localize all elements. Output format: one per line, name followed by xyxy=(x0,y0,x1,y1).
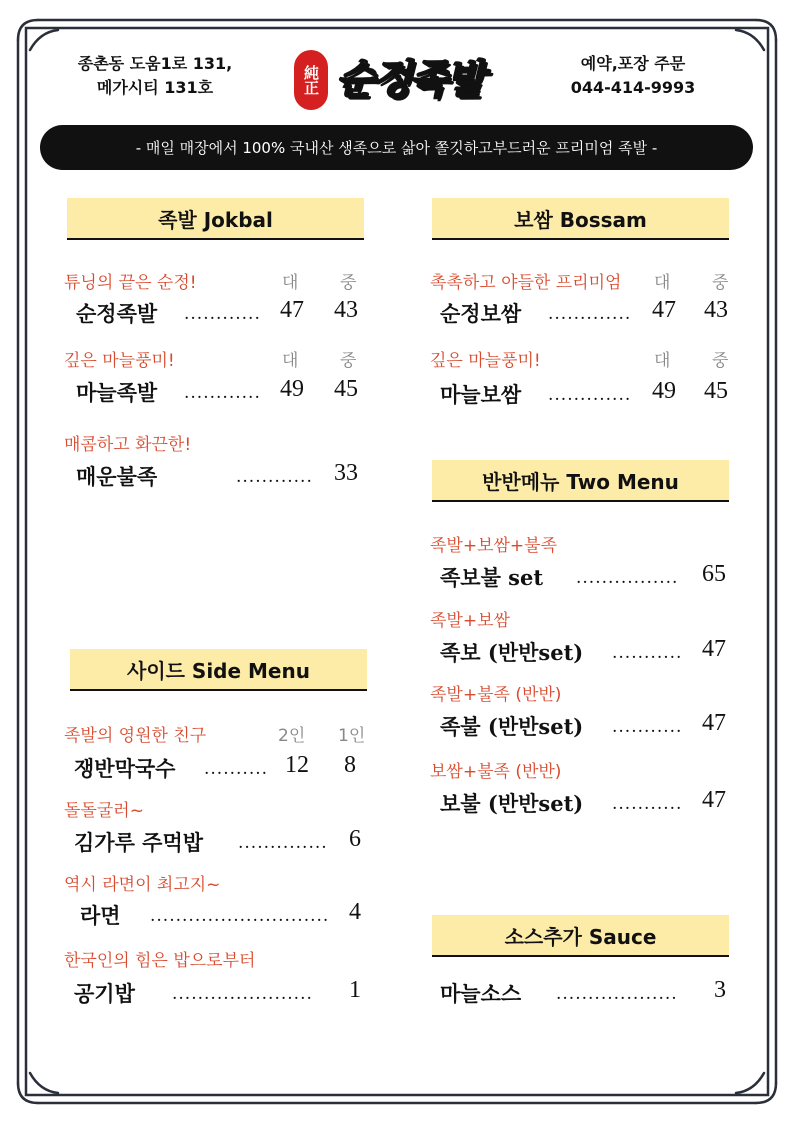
price-medium: 43 xyxy=(334,297,358,323)
size-label-large: 대 xyxy=(654,273,671,293)
price: 6 xyxy=(349,826,361,852)
menu-tag: 족발+보쌈 xyxy=(430,611,510,631)
store-address xyxy=(60,52,250,100)
menu-tag: 촉촉하고 야들한 프리미엄 xyxy=(430,273,622,293)
price-large: 47 xyxy=(280,297,304,323)
menu-item-name: 라면 xyxy=(80,903,121,928)
menu-item-name: 공기밥 xyxy=(74,981,135,1006)
dot-leader: ........... xyxy=(612,717,683,737)
store-contact xyxy=(548,52,718,100)
menu-tag: 깊은 마늘풍미! xyxy=(430,351,541,371)
price: 47 xyxy=(702,636,726,662)
dot-leader: ................ xyxy=(576,568,679,588)
phone-number: 044-414-9993 xyxy=(570,78,696,97)
address-line-1: 종촌동 도움1로 131, xyxy=(77,54,233,73)
store-logo xyxy=(290,42,510,114)
dot-leader: ................... xyxy=(556,984,678,1004)
dot-leader: ...................... xyxy=(172,984,313,1004)
address-line-2: 메가시티 131호 xyxy=(96,78,214,97)
logo-seal-text: 純正 xyxy=(302,65,320,95)
price: 33 xyxy=(334,460,358,486)
menu-item-name: 쟁반막국수 xyxy=(74,756,176,781)
menu-tag: 한국인의 힘은 밥으로부터 xyxy=(64,951,256,971)
size-label-medium: 중 xyxy=(712,351,729,371)
price: 65 xyxy=(702,561,726,587)
menu-tag: 족발+불족 (반반) xyxy=(430,685,562,705)
menu-item-name: 족불 (반반set) xyxy=(440,714,584,739)
menu-item-name: 김가루 주먹밥 xyxy=(74,830,204,855)
dot-leader: ............................ xyxy=(150,906,330,926)
menu-tag: 깊은 마늘풍미! xyxy=(64,351,175,371)
price-medium: 43 xyxy=(704,297,728,323)
section-header-two-menu: 반반메뉴 Two Menu xyxy=(432,460,729,502)
menu-item-name: 순정족발 xyxy=(76,301,158,326)
section-header-side: 사이드 Side Menu xyxy=(70,649,367,691)
menu-item-name: 마늘보쌈 xyxy=(440,382,522,407)
price: 1 xyxy=(349,977,361,1003)
price-one: 8 xyxy=(344,752,356,778)
price: 47 xyxy=(702,787,726,813)
menu-item-name: 순정보쌈 xyxy=(440,301,522,326)
menu-tag: 족발+보쌈+불족 xyxy=(430,536,558,556)
price: 47 xyxy=(702,710,726,736)
size-label-large: 대 xyxy=(282,351,299,371)
slogan-banner: - 매일 매장에서 100% 국내산 생족으로 삶아 쫄깃하고부드러운 프리미엄 족발 - xyxy=(40,125,753,170)
price-medium: 45 xyxy=(334,376,358,402)
price: 3 xyxy=(714,977,726,1003)
price-two: 12 xyxy=(285,752,309,778)
dot-leader: .......... xyxy=(204,759,269,779)
menu-tag: 돌돌굴러~ xyxy=(64,801,144,821)
size-label-medium: 중 xyxy=(340,273,357,293)
size-label-medium: 중 xyxy=(712,273,729,293)
size-label-large: 대 xyxy=(282,273,299,293)
dot-leader: ............. xyxy=(548,385,632,405)
dot-leader: .............. xyxy=(238,833,328,853)
section-header-jokbal: 족발 Jokbal xyxy=(67,198,364,240)
menu-item-name: 마늘소스 xyxy=(440,981,522,1006)
menu-tag: 족발의 영원한 친구 xyxy=(64,726,207,746)
price-large: 47 xyxy=(652,297,676,323)
dot-leader: ............. xyxy=(548,304,632,324)
price-large: 49 xyxy=(652,378,676,404)
dot-leader: ........... xyxy=(612,643,683,663)
menu-item-name: 족보불 set xyxy=(440,565,544,590)
dot-leader: ............ xyxy=(184,304,261,324)
size-label-large: 대 xyxy=(654,351,671,371)
size-label-two: 2인 xyxy=(278,726,306,746)
menu-tag: 역시 라면이 최고지~ xyxy=(64,875,221,895)
menu-tag: 튜닝의 끝은 순정! xyxy=(64,273,197,293)
price-large: 49 xyxy=(280,376,304,402)
dot-leader: ........... xyxy=(612,794,683,814)
menu-item-name: 마늘족발 xyxy=(76,380,158,405)
section-header-sauce: 소스추가 Sauce xyxy=(432,915,729,957)
dot-leader: ............ xyxy=(184,383,261,403)
menu-item-name: 매운불족 xyxy=(76,464,158,489)
menu-tag: 매콤하고 화끈한! xyxy=(64,435,192,455)
menu-item-name: 족보 (반반set) xyxy=(440,640,584,665)
menu-tag: 보쌈+불족 (반반) xyxy=(430,762,562,782)
price: 4 xyxy=(349,899,361,925)
logo-title: 순정족발 xyxy=(336,56,483,103)
dot-leader: ............ xyxy=(236,467,313,487)
size-label-medium: 중 xyxy=(340,351,357,371)
menu-item-name: 보불 (반반set) xyxy=(440,791,584,816)
contact-line-1: 예약,포장 주문 xyxy=(580,54,686,73)
logo-seal xyxy=(294,50,328,110)
section-header-bossam: 보쌈 Bossam xyxy=(432,198,729,240)
price-medium: 45 xyxy=(704,378,728,404)
size-label-one: 1인 xyxy=(338,726,366,746)
